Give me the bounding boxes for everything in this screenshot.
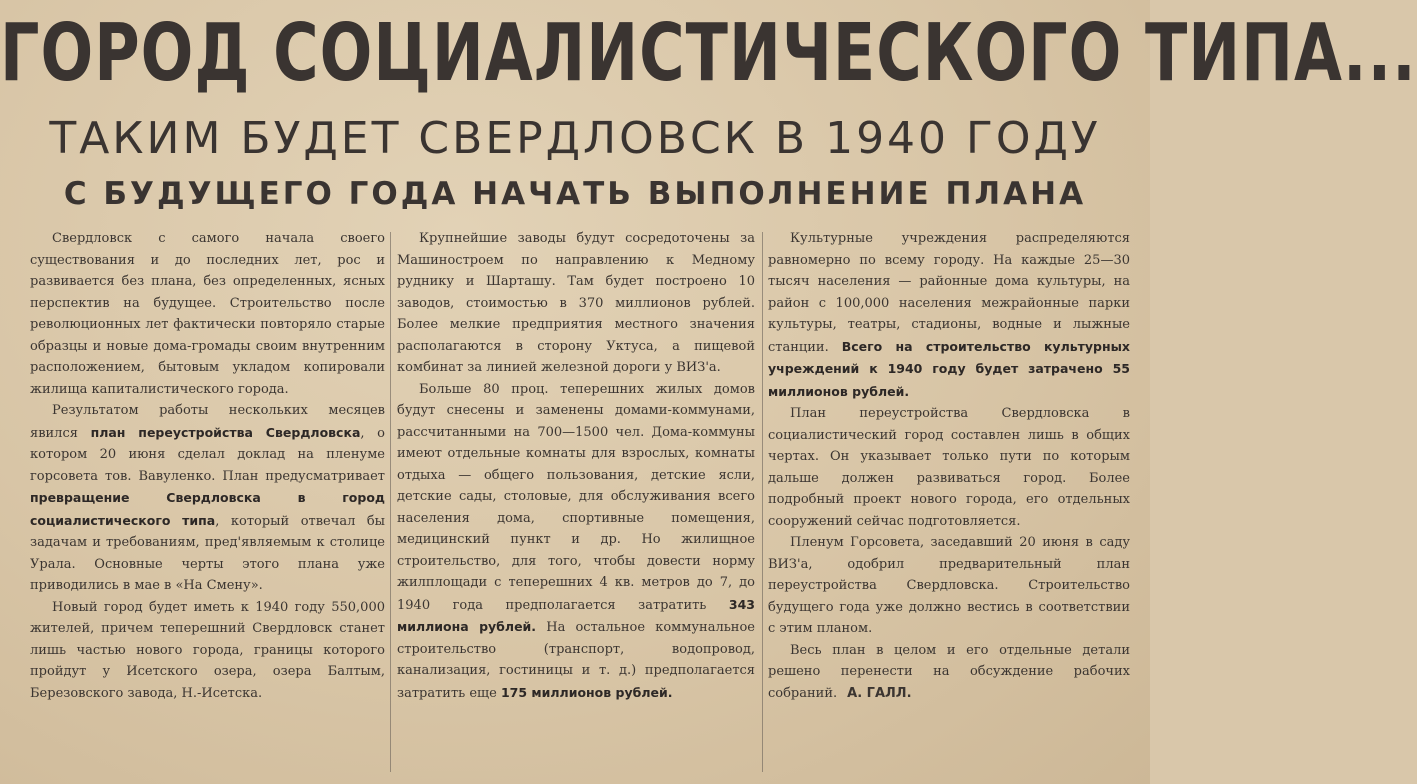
- paragraph: Пленум Горсовета, заседавший 20 июня в саду ВИЗ'а, одобрил предварительный план переустройства Свердловска. Строительство будущего года уже должно вестись в соответствии с этим планом.: [768, 535, 1130, 636]
- paragraph: [397, 379, 755, 705]
- bold-text: 343 миллиона рублей.: [397, 596, 755, 634]
- bold-text: 175 миллионов рублей.: [500, 684, 673, 700]
- article-column-3: [768, 228, 1130, 776]
- paragraph: Новый город будет иметь к 1940 году 550,000 жителей, причем теперешний Свердловск станет лишь частью нового города, границы которого пройдут у Исетского озера, озера Балтым, Березовского завода, Н.-Исетска.: [30, 599, 385, 701]
- column-divider-1: [390, 232, 391, 772]
- bold-text: план переустройства Свердловска: [90, 424, 361, 440]
- deck-heading: С БУДУЩЕГО ГОДА НАЧАТЬ ВЫПОЛНЕНИЕ ПЛАНА: [63, 176, 1087, 212]
- text-run: Больше 80 проц. теперешних жилых домов будут снесены и заменены домами-коммунами, рассчитанными на 700—1500 чел. Дома-коммуны имеют отдельные комнаты для взрослых, комнаты отдыха — общего пользования, детские ясли, детские сады, столовые, для обслуживания всего населения дома, спортивные помещения, медицинский пункт и др. Но жилищное строительство, для того, чтобы довести норму жилплощади с теперешних 4 кв. метров до 7, до 1940 года предполагается затратить: [397, 381, 755, 613]
- subheadline: ТАКИМ БУДЕТ СВЕРДЛОВСК В 1940 ГОДУ: [49, 113, 1101, 164]
- article-column-1: [30, 228, 385, 776]
- headline: ГОРОД СОЦИАЛИСТИЧЕСКОГО ТИПА...: [0, 6, 1417, 100]
- paragraph: [30, 400, 385, 597]
- text-run: Культурные учреждения распределяются равномерно по всему городу. На каждые 25—30 тысяч населения — районные дома культуры, на район с 100,000 населения межрайонные парки культуры, театры, стадионы, водные и лыжные станции.: [768, 231, 1130, 355]
- article-column-2: [397, 228, 755, 776]
- author-signature: А. ГАЛЛ.: [847, 685, 912, 701]
- paragraph: План переустройства Свердловска в социалистический город составлен лишь в общих чертах. Он указывает только пути по которым дальше должен развиваться город. Более подробный проект нового города, его отдельных сооружений сейчас подготовляется.: [768, 406, 1130, 529]
- bold-text: превращение Свердловска в город социалистического типа: [30, 490, 385, 528]
- paragraph: Крупнейшие заводы будут сосредоточены за Машиностроем по направлению к Медному руднику и Шарташу. Там будет построено 10 заводов, стоимостью в 370 миллионов рублей. Более мелкие предприятия местного значения располагаются в сторону Уктуса, а пищевой комбинат за линией железной дороги у ВИЗ'а.: [397, 231, 755, 375]
- paragraph: [768, 228, 1130, 403]
- text-run: Результатом работы нескольких месяцев явился: [30, 403, 385, 441]
- text-run: Весь план в целом и его отдельные детали решено перенести на обсуждение рабочих собраний.: [768, 642, 1130, 701]
- bold-text: Всего на строительство культурных учреждений к 1940 году будет затрачено 55 миллионов рублей.: [768, 338, 1130, 399]
- text-run: , о котором 20 июня сделал доклад на пленуме горсовета тов. Вавуленко. План предусматривает: [30, 425, 386, 484]
- column-divider-2: [762, 232, 763, 772]
- paragraph: [768, 640, 1130, 705]
- text-run: На остальное коммунальное строительство (транспорт, водопровод, канализация, гостиницы и т. д.) предполагается затратить еще: [397, 620, 755, 701]
- text-run: , который отвечал бы задачам и требованиям, пред'являемым к столице Урала. Основные черты этого плана уже приводились в мае в «На Смену».: [30, 513, 386, 593]
- paragraph: Свердловск с самого начала своего существования и до последних лет, рос и развивается без плана, без определенных, ясных перспектив на будущее. Строительство после революционных лет фактически повторяло старые образцы и новые дома-громады своим внутренним расположением, бытовым укладом копировали жилища капиталистического города.: [30, 231, 385, 397]
